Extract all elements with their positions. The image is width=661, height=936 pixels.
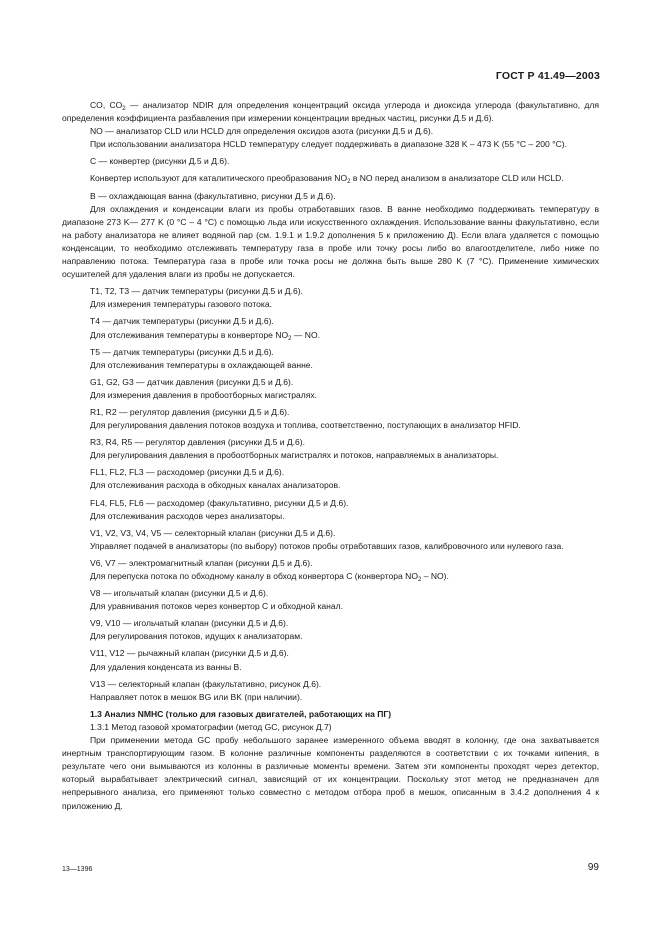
paragraph-converter-use — [62, 172, 599, 185]
footer-code: 13—1396 — [62, 866, 93, 873]
paragraph-v8: V8 — игольчатый клапан (рисунки Д.5 и Д.6). — [90, 588, 269, 599]
paragraph-r1-r2: R1, R2 — регулятор давления (рисунки Д.5 и Д.6). — [90, 406, 290, 417]
paragraph-g1-g3-use: Для измерения давления в пробоотборных магистралях. — [90, 389, 317, 400]
paragraph-fl1-fl3-use: Для отслеживания расхода в обходных каналах анализаторов. — [90, 480, 341, 491]
document-body — [62, 99, 599, 813]
paragraph-r3-r5-use: Для регулирования давления в пробоотборных магистралях и потоков, направляемых в анализаторы. — [90, 450, 499, 461]
page-number: 99 — [587, 862, 599, 873]
section-heading: 1.3 Анализ NMHC (только для газовых двигателей, работающих на ПГ) — [90, 708, 392, 719]
document-header: ГОСТ Р 41.49—2003 — [495, 70, 600, 82]
paragraph-cooling-bath: B — охлаждающая ванна (факультативно, рисунки Д.5 и Д.6). — [90, 190, 336, 201]
text-part: Конвертер используют для каталитического преобразования NO — [90, 173, 348, 184]
paragraph-v9-v10: V9, V10 — игольчатый клапан (рисунки Д.5 и Д.6). — [90, 618, 289, 629]
paragraph-v6-v7: V6, V7 — электромагнитный клапан (рисунки Д.5 и Д.6). — [90, 557, 313, 568]
subscript: 2 — [122, 106, 126, 112]
paragraph-fl4-fl6: FL4, FL5, FL6 — расходомер (факультативно, рисунки Д.5 и Д.6). — [90, 497, 349, 508]
paragraph-cooling-description: Для охлаждения и конденсации влаги из пробы отработавших газов. В ванне необходимо поддерживать температуру в диапазоне 273 K— 277 K (0 °C – 4 °C) с помощью льда или искусственного охлаждения. Использование ванны факультативно, если на работу анализатора не влияет водяной пар (см. 1.9.1 и 1.9.2 дополнения 5 к приложению Д). Если влага удаляется с помощью конденсации, то необходимо отслеживать температуру газа в пробе или точку росы либо во влагоотделителе, либо ниже по направлению потока. Температура газа в пробе или точка росы не должна быть выше 280 K (7 °C). Применение химических осушителей для удаления влаги из пробы не допускается. — [62, 203, 599, 280]
paragraph-converter: C — конвертер (рисунки Д.5 и Д.6). — [90, 156, 230, 167]
paragraph-g1-g3: G1, G2, G3 — датчик давления (рисунки Д.5 и Д.6). — [90, 376, 294, 387]
paragraph-r3-r5: R3, R4, R5 — регулятор давления (рисунки Д.5 и Д.6). — [90, 437, 306, 448]
paragraph-gc-method: При применении метода GC пробу небольшого заранее измеренного объема вводят в колонну, где она захватывается инертным транспортирующим газом. В колонне различные компоненты разделяются в соответствии с их точками кипения, в результате чего они вымываются из колонны в различные моменты времени. Затем эти компоненты проходят через детектор, который вырабатывает электрический сигнал, зависящий от их концентрации. Поскольку этот метод не предназначен для непрерывного анализа, его применяют только совместно с методом отбора проб в мешок, описанным в 3.4.2 дополнения 4 к приложению Д. — [62, 735, 599, 811]
paragraph-v6-v7-use — [62, 570, 599, 583]
paragraph-no-analyzer: NO — анализатор CLD или HCLD для определения оксидов азота (рисунки Д.5 и Д.6). — [90, 126, 434, 137]
paragraph-fl4-fl6-use: Для отслеживания расходов через анализаторы. — [90, 510, 285, 521]
subsection-heading: 1.3.1 Метод газовой хроматографии (метод GC, рисунок Д.7) — [90, 721, 332, 732]
paragraph-co-analyzer — [62, 99, 599, 125]
paragraph-v1-v5-use: Управляет подачей в анализаторы (по выбору) потоков пробы отработавших газов, калибровочного или нулевого газа. — [90, 540, 564, 551]
paragraph-t5-use: Для отслеживания температуры в охлаждающей ванне. — [90, 359, 313, 370]
text-part: Для отслеживания температуры в конверторе NO — [90, 329, 289, 340]
paragraph-v1-v5: V1, V2, V3, V4, V5 — селекторный клапан (рисунки Д.5 и Д.6). — [90, 527, 336, 538]
paragraph-t5: T5 — датчик температуры (рисунки Д.5 и Д.6). — [90, 346, 274, 357]
subscript: 2 — [347, 179, 351, 186]
paragraph-t4-use — [62, 329, 599, 342]
subscript: 2 — [418, 577, 422, 583]
paragraph-v11-v12-use: Для удаления конденсата из ванны B. — [90, 661, 242, 672]
paragraph-v13: V13 — селекторный клапан (факультативно, рисунок Д.6). — [90, 678, 322, 689]
paragraph-r1-r2-use: Для регулирования давления потоков воздуха и топлива, соответственно, поступающих в анализатор HFID. — [90, 420, 521, 431]
paragraph-v13-use: Направляет поток в мешок BG или BK (при наличии). — [90, 691, 303, 702]
text-part: – NO). — [421, 571, 449, 581]
paragraph-v11-v12: V11, V12 — рычажный клапан (рисунки Д.5 и Д.6). — [90, 648, 289, 659]
text-part: — NO. — [291, 329, 320, 340]
paragraph-v8-use: Для уравнивания потоков через конвертор C и обходной канал. — [90, 601, 343, 612]
text-part: Для перепуска потока по обходному каналу в обход конвертора C (конвертора NO — [90, 571, 419, 581]
subscript: 2 — [288, 335, 292, 342]
text-part: — анализатор NDIR для определения концентраций оксида углерода и диоксида углерода (факультативно, для определения коэффициента разбавления при измерении концентрации вредных частиц, рисунки Д.5 и Д.6). — [62, 100, 600, 124]
text-part: CO, CO — [90, 100, 123, 110]
paragraph-t4: T4 — датчик температуры (рисунки Д.5 и Д.6). — [90, 316, 274, 327]
paragraph-t1-t3: T1, T2, T3 — датчик температуры (рисунки Д.5 и Д.6). — [90, 286, 303, 297]
paragraph-fl1-fl3: FL1, FL2, FL3 — расходомер (рисунки Д.5 и Д.6). — [90, 467, 285, 478]
paragraph-v9-v10-use: Для регулирования потоков, идущих к анализаторам. — [90, 631, 303, 642]
paragraph-hcld-temperature: При использовании анализатора HCLD температуру следует поддерживать в диапазоне 328 K – 473 K (55 °C – 200 °C). — [90, 139, 567, 150]
paragraph-t1-t3-use: Для измерения температуры газового потока. — [90, 299, 272, 310]
text-part: в NO перед анализом в анализаторе CLD или HCLD. — [350, 173, 564, 184]
